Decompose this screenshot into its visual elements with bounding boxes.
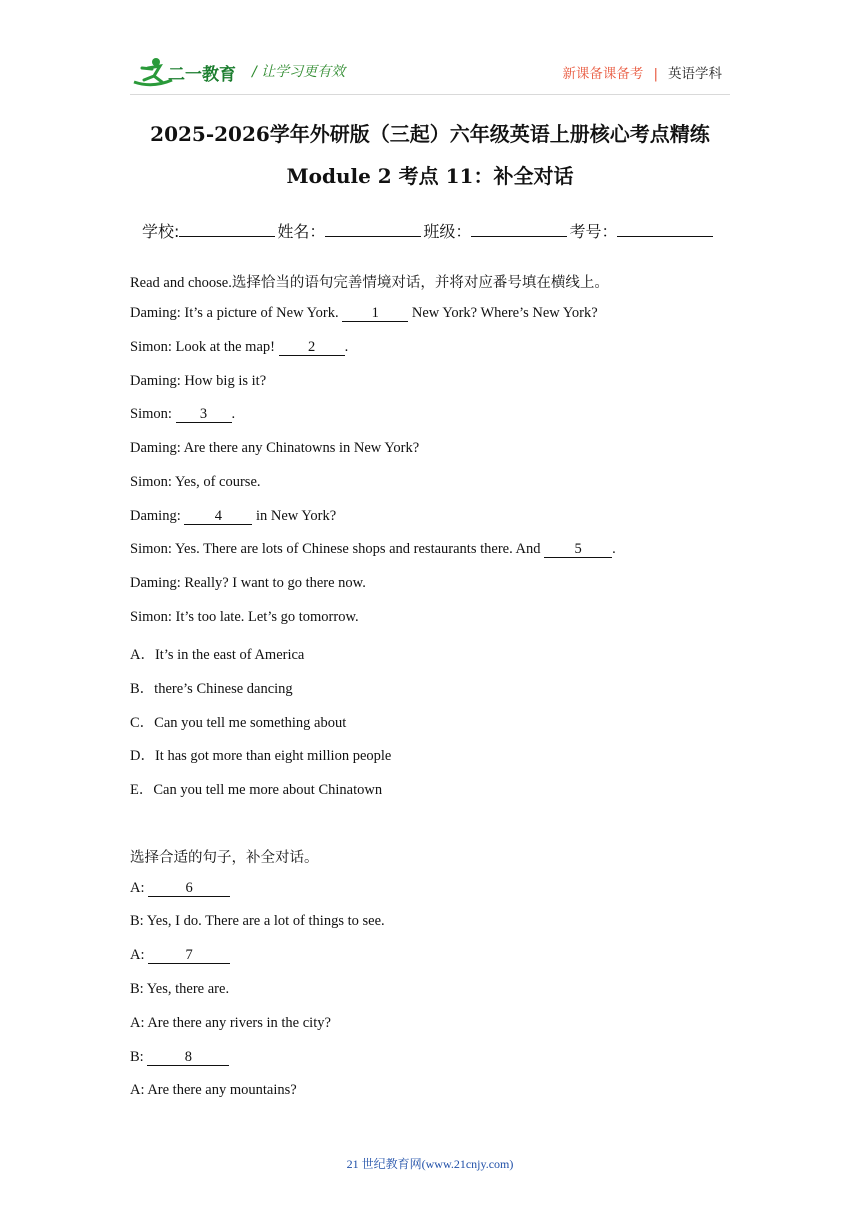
dialogue-text: in New York? <box>252 508 337 524</box>
dialogue-line: Daming: Really? I want to go there now. <box>130 575 366 591</box>
dialogue-text: . <box>344 339 349 355</box>
answer-blank-6[interactable]: 6 <box>148 881 230 897</box>
dialogue-line <box>130 406 235 423</box>
header-divider <box>130 94 730 95</box>
option-e: E．Can you tell me more about Chinatown <box>130 782 383 798</box>
answer-blank-3[interactable]: 3 <box>176 407 232 423</box>
dialogue-text: Daming: <box>130 508 185 524</box>
dialogue-text: Daming: It’s a picture of New York. <box>130 305 343 321</box>
dialogue-text: Simon: <box>130 406 176 422</box>
number-label: 考号： <box>569 222 618 241</box>
page-header <box>0 0 860 96</box>
dialogue-line <box>130 880 230 897</box>
dialogue-text: A: <box>130 947 149 963</box>
number-blank[interactable] <box>617 222 713 237</box>
dialogue-line <box>130 508 336 525</box>
answer-blank-4[interactable]: 4 <box>184 509 252 525</box>
dialogue-line <box>130 1049 229 1066</box>
dialogue-line <box>130 339 348 356</box>
school-blank[interactable] <box>179 222 275 237</box>
dialogue-text: B: <box>130 1049 148 1065</box>
dialogue-line: Simon: It’s too late. Let’s go tomorrow. <box>130 609 359 625</box>
page-footer: 21 世纪教育网(www.21cnjy.com) <box>346 1157 514 1171</box>
dialogue-text: . <box>231 406 236 422</box>
student-info-row <box>142 219 715 242</box>
option-c: C．Can you tell me something about <box>130 715 347 731</box>
answer-blank-7[interactable]: 7 <box>148 948 230 964</box>
answer-blank-5[interactable]: 5 <box>544 542 612 558</box>
name-label: 姓名： <box>277 222 326 241</box>
header-separator: | <box>653 66 658 82</box>
dialogue-text: New York? Where’s New York? <box>408 305 598 321</box>
section1-instruction: Read and choose.选择恰当的语句完善情境对话，并将对应番号填在横线上。 <box>130 275 609 291</box>
dialogue-text: Simon: Yes. There are lots of Chinese shops and restaurants there. And <box>130 541 545 557</box>
dialogue-line: B: Yes, there are. <box>130 981 230 997</box>
course-label: 新课备课备考 <box>562 66 644 82</box>
dialogue-text: . <box>612 541 616 557</box>
answer-blank-2[interactable]: 2 <box>279 340 345 356</box>
dialogue-line <box>130 541 616 558</box>
dialogue-line: Simon: Yes, of course. <box>130 474 261 490</box>
class-label: 班级： <box>423 222 472 241</box>
logo <box>132 56 240 90</box>
dialogue-text: Simon: Look at the map! <box>130 339 279 355</box>
option-d: D．It has got more than eight million people <box>130 748 392 764</box>
slogan: / 让学习更有效 <box>252 64 346 80</box>
option-b: B．there’s Chinese dancing <box>130 681 293 697</box>
option-a: A．It’s in the east of America <box>130 647 305 663</box>
dialogue-line: Daming: How big is it? <box>130 373 267 389</box>
name-blank[interactable] <box>325 222 421 237</box>
svg-text:二一教育: 二一教育 <box>168 65 236 85</box>
dialogue-text: A: <box>130 880 149 896</box>
answer-blank-1[interactable]: 1 <box>342 306 408 322</box>
dialogue-line: A: Are there any rivers in the city? <box>130 1015 331 1031</box>
school-label: 学校: <box>142 222 180 241</box>
dialogue-line: B: Yes, I do. There are a lot of things to see. <box>130 913 385 929</box>
dialogue-line: Daming: Are there any Chinatowns in New York? <box>130 440 420 456</box>
dialogue-line <box>130 947 230 964</box>
class-blank[interactable] <box>471 222 567 237</box>
dialogue-line <box>130 305 598 322</box>
page-title: 2025-2026学年外研版（三起）六年级英语上册核心考点精练 <box>150 122 710 146</box>
page-subtitle: Module 2 考点 11：补全对话 <box>286 164 574 188</box>
subject-label: 英语学科 <box>668 66 722 82</box>
dialogue-line: A: Are there any mountains? <box>130 1082 297 1098</box>
answer-blank-8[interactable]: 8 <box>147 1050 229 1066</box>
header-right <box>562 62 722 82</box>
section2-instruction: 选择合适的句子，补全对话。 <box>130 850 319 866</box>
